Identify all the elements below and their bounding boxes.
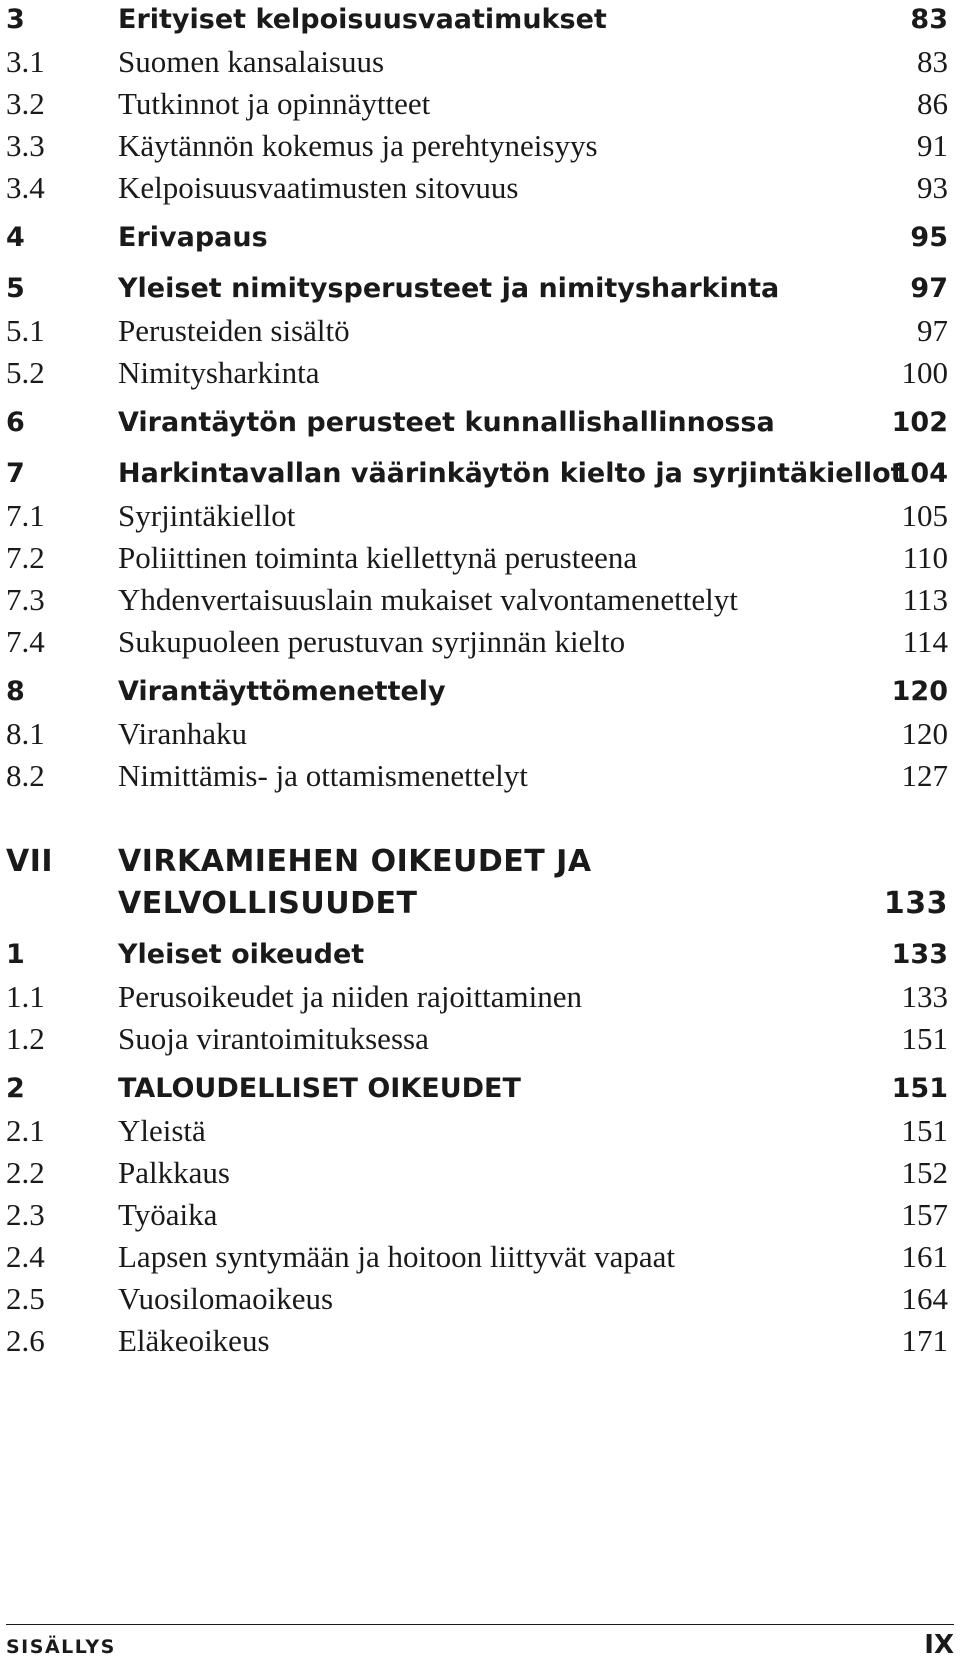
toc-row — [6, 269, 954, 309]
toc-part-row — [6, 842, 954, 882]
toc-row — [6, 1195, 954, 1235]
section-title: Nimitysharkinta — [118, 355, 320, 390]
section-number: 2.4 — [6, 1239, 45, 1274]
section-number: 1.1 — [6, 979, 45, 1014]
page-number: 120 — [901, 716, 948, 751]
page-number: 100 — [901, 355, 948, 390]
section-number: 3.4 — [6, 170, 45, 205]
section-title: Nimittämis- ja ottamismenettelyt — [118, 758, 528, 793]
section-number: 3 — [6, 4, 25, 35]
section-title: Vuosilomaoikeus — [118, 1281, 334, 1316]
toc-row — [6, 353, 954, 393]
toc-row — [6, 935, 954, 975]
section-number: 2.6 — [6, 1323, 45, 1358]
page-number: 86 — [917, 86, 948, 121]
section-number: 2.2 — [6, 1155, 45, 1190]
section-number: 7.2 — [6, 540, 45, 575]
page-number: 133 — [891, 939, 948, 970]
page-number: 127 — [901, 758, 948, 793]
page-number: 97 — [910, 273, 948, 304]
section-number: 8.2 — [6, 758, 45, 793]
page-number: 151 — [901, 1113, 948, 1148]
page-number: 152 — [901, 1155, 948, 1190]
section-number: 8 — [6, 676, 25, 707]
toc-row — [6, 714, 954, 754]
section-number: 2.5 — [6, 1281, 45, 1316]
section-number: 3.2 — [6, 86, 45, 121]
section-title: TALOUDELLISET OIKEUDET — [118, 1073, 521, 1104]
section-number: 3.3 — [6, 128, 45, 163]
toc-row — [6, 538, 954, 578]
section-title: Perusoikeudet ja niiden rajoittaminen — [118, 979, 583, 1014]
toc-row — [6, 218, 954, 258]
section-title: Virantäyttömenettely — [118, 676, 446, 707]
toc-row — [6, 0, 954, 40]
toc-row — [6, 580, 954, 620]
toc-row — [6, 84, 954, 124]
section-number: 5.2 — [6, 355, 45, 390]
part-title: VIRKAMIEHEN OIKEUDET JA — [118, 844, 592, 879]
section-number: 2.1 — [6, 1113, 45, 1148]
toc-row — [6, 42, 954, 82]
toc-row — [6, 1279, 954, 1319]
section-title: Käytännön kokemus ja perehtyneisyys — [118, 128, 598, 163]
toc-row — [6, 311, 954, 351]
section-number: 6 — [6, 407, 25, 438]
toc-row — [6, 1019, 954, 1059]
toc-row — [6, 977, 954, 1017]
page-number: 95 — [910, 222, 948, 253]
page-number: 151 — [891, 1073, 948, 1104]
toc-row — [6, 672, 954, 712]
section-title: Sukupuoleen perustuvan syrjinnän kielto — [118, 624, 626, 659]
section-number: 7.3 — [6, 582, 45, 617]
toc-row — [6, 1111, 954, 1151]
page-number: 171 — [901, 1323, 948, 1358]
section-title: Palkkaus — [118, 1155, 230, 1190]
page-number: 110 — [902, 540, 948, 575]
page-number: 157 — [901, 1197, 948, 1232]
section-title: Yleiset nimitysperusteet ja nimitysharkinta — [118, 273, 780, 304]
section-title: Viranhaku — [118, 716, 247, 751]
section-title: Erivapaus — [118, 222, 268, 253]
section-title: Perusteiden sisältö — [118, 313, 350, 348]
toc-row — [6, 1321, 954, 1361]
section-title: Poliittinen toiminta kiellettynä perusteena — [118, 540, 638, 575]
page-number: 151 — [901, 1021, 948, 1056]
toc-row — [6, 496, 954, 536]
section-number: 7.1 — [6, 498, 45, 533]
section-title: Yhdenvertaisuuslain mukaiset valvontamenettelyt — [118, 582, 738, 617]
page-number: 104 — [891, 458, 948, 489]
section-title: Harkintavallan väärinkäytön kielto ja syrjintäkiellot — [118, 458, 904, 489]
toc-row — [6, 1153, 954, 1193]
section-number: 7.4 — [6, 624, 45, 659]
page-number: 114 — [902, 624, 948, 659]
toc-row — [6, 168, 954, 208]
section-title: Yleiset oikeudet — [118, 939, 365, 970]
page-number: 164 — [901, 1281, 948, 1316]
section-number: 5.1 — [6, 313, 45, 348]
page-number: 120 — [891, 676, 948, 707]
toc-row — [6, 1069, 954, 1109]
part-number: VII — [6, 844, 54, 879]
section-title: Työaika — [118, 1197, 218, 1232]
toc-row — [6, 756, 954, 796]
section-number: 1.2 — [6, 1021, 45, 1056]
toc-row — [6, 403, 954, 443]
toc-row — [6, 126, 954, 166]
page-number: 161 — [901, 1239, 948, 1274]
page-number: 83 — [917, 44, 948, 79]
page-number: 91 — [917, 128, 948, 163]
section-number: 3.1 — [6, 44, 45, 79]
section-number: 5 — [6, 273, 25, 304]
section-number: 8.1 — [6, 716, 45, 751]
page-number: 113 — [902, 582, 948, 617]
page-number: 93 — [917, 170, 948, 205]
section-title: Yleistä — [118, 1113, 206, 1148]
section-number: 4 — [6, 222, 25, 253]
section-title: Syrjintäkiellot — [118, 498, 296, 533]
footer-page-number: IX — [924, 1630, 954, 1660]
footer-section-label: SISÄLLYS — [6, 1636, 116, 1658]
page-number: 97 — [917, 313, 948, 348]
section-title: Suomen kansalaisuus — [118, 44, 385, 79]
section-number: 2 — [6, 1073, 25, 1104]
page-number: 133 — [883, 886, 948, 921]
page-number: 83 — [910, 4, 948, 35]
section-title: Lapsen syntymään ja hoitoon liittyvät vapaat — [118, 1239, 676, 1274]
section-title: Tutkinnot ja opinnäytteet — [118, 86, 431, 121]
section-title: Erityiset kelpoisuusvaatimukset — [118, 4, 607, 35]
toc-row — [6, 454, 954, 494]
toc-row — [6, 622, 954, 662]
page-number: 133 — [901, 979, 948, 1014]
page-number: 105 — [901, 498, 948, 533]
toc-part-row — [6, 884, 954, 924]
section-title: Eläkeoikeus — [118, 1323, 270, 1358]
part-title: VELVOLLISUUDET — [118, 886, 418, 921]
toc-row — [6, 1237, 954, 1277]
section-number: 1 — [6, 939, 25, 970]
section-number: 2.3 — [6, 1197, 45, 1232]
section-title: Virantäytön perusteet kunnallishallinnossa — [118, 407, 775, 438]
page-number: 102 — [891, 407, 948, 438]
section-title: Kelpoisuusvaatimusten sitovuus — [118, 170, 519, 205]
section-number: 7 — [6, 458, 25, 489]
section-title: Suoja virantoimituksessa — [118, 1021, 429, 1056]
footer-divider — [6, 1624, 954, 1625]
